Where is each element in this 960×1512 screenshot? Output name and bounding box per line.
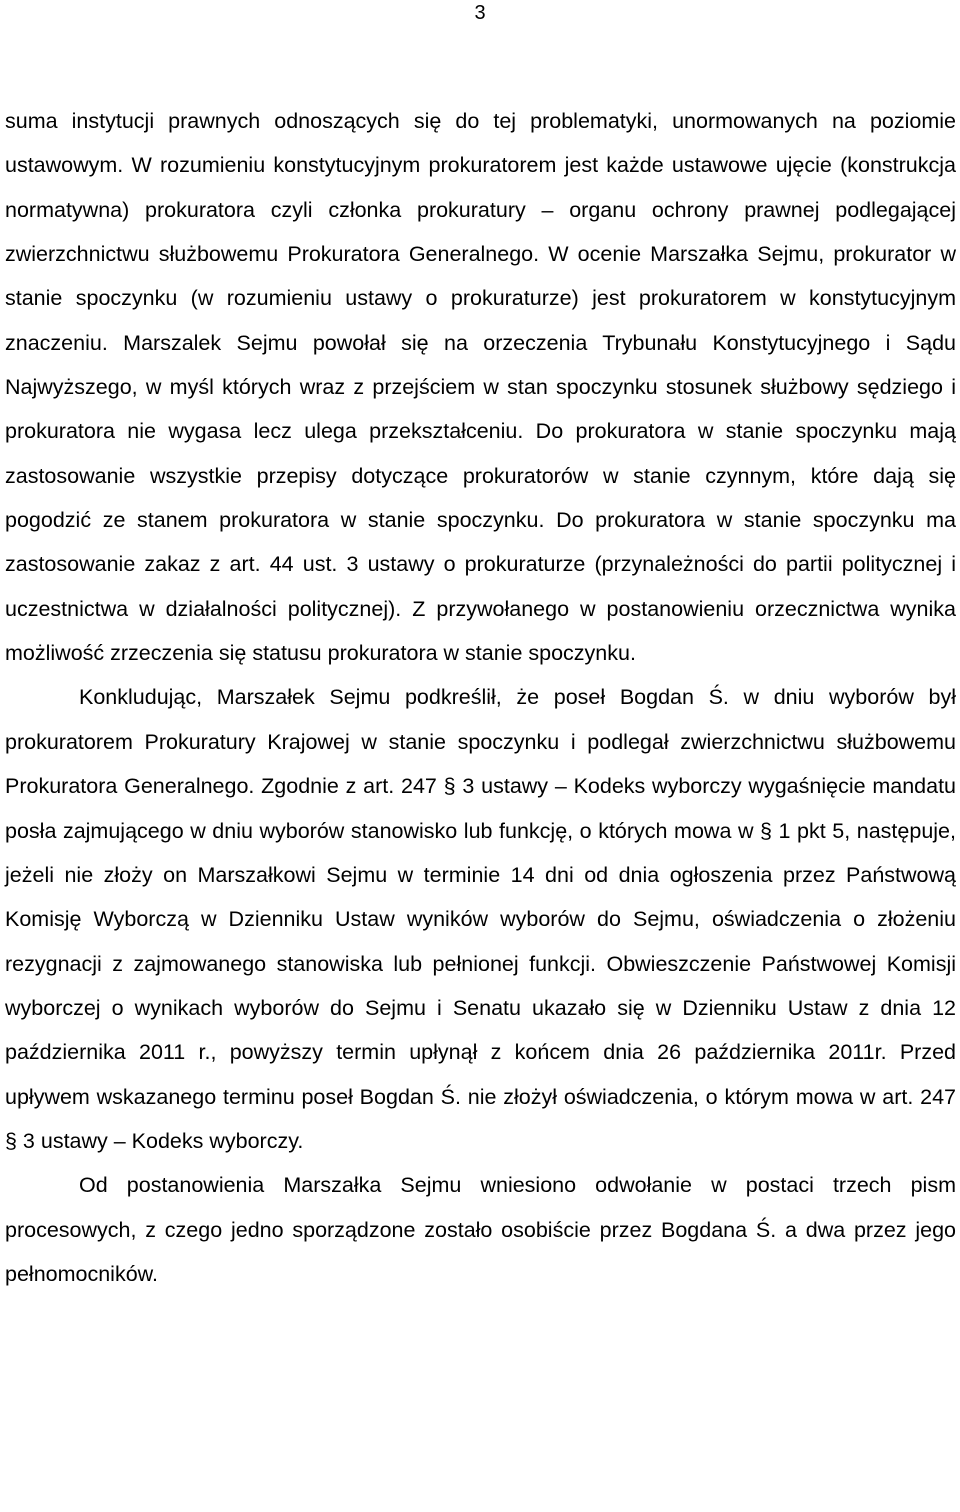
document-body	[5, 99, 956, 1296]
paragraph-2: Konkludując, Marszałek Sejmu podkreślił, że poseł Bogdan Ś. w dniu wyborów był prokuratorem Prokuratury Krajowej w stanie spoczynku i podlegał zwierzchnictwu służbowemu Prokuratora Generalnego. Zgodnie z art. 247 § 3 ustawy – Kodeks wyborczy wygaśnięcie mandatu posła zajmującego w dniu wyborów stanowisko lub funkcję, o których mowa w § 1 pkt 5, następuje, jeżeli nie złoży on Marszałkowi Sejmu w terminie 14 dni od dnia ogłoszenia przez Państwową Komisję Wyborczą w Dzienniku Ustaw wyników wyborów do Sejmu, oświadczenia o złożeniu rezygnacji z zajmowanego stanowiska lub pełnionej funkcji. Obwieszczenie Państwowej Komisji wyborczej o wynikach wyborów do Sejmu i Senatu ukazało się w Dzienniku Ustaw z dnia 12 października 2011 r., powyższy termin upłynął z końcem dnia 26 października 2011r. Przed upływem wskazanego terminu poseł Bogdan Ś. nie złożył oświadczenia, o którym mowa w art. 247 § 3 ustawy – Kodeks wyborczy.	[5, 685, 956, 1153]
page-number: 3	[474, 2, 486, 24]
paragraph-3: Od postanowienia Marszałka Sejmu wniesiono odwołanie w postaci trzech pism procesowych, z czego jedno sporządzone zostało osobiście przez Bogdana Ś. a dwa przez jego pełnomocników.	[5, 1173, 956, 1286]
paragraph-1: suma instytucji prawnych odnoszących się do tej problematyki, unormowanych na poziomie ustawowym. W rozumieniu konstytucyjnym prokuratorem jest każde ustawowe ujęcie (konstrukcja normatywna) prokuratora czyli członka prokuratury – organu ochrony prawnej podlegającej zwierzchnictwu służbowemu Prokuratora Generalnego. W ocenie Marszałka Sejmu, prokurator w stanie spoczynku (w rozumieniu ustawy o prokuraturze) jest prokuratorem w konstytucyjnym znaczeniu. Marszalek Sejmu powołał się na orzeczenia Trybunału Konstytucyjnego i Sądu Najwyższego, w myśl których wraz z przejściem w stan spoczynku stosunek służbowy sędziego i prokuratora nie wygasa lecz ulega przekształceniu. Do prokuratora w stanie spoczynku mają zastosowanie wszystkie przepisy dotyczące prokuratorów w stanie czynnym, które dają się pogodzić ze stanem prokuratora w stanie spoczynku. Do prokuratora w stanie spoczynku ma zastosowanie zakaz z art. 44 ust. 3 ustawy o prokuraturze (przynależności do partii politycznej i uczestnictwa w działalności politycznej). Z przywołanego w postanowieniu orzecznictwa wynika możliwość zrzeczenia się statusu prokuratora w stanie spoczynku.	[5, 109, 956, 666]
